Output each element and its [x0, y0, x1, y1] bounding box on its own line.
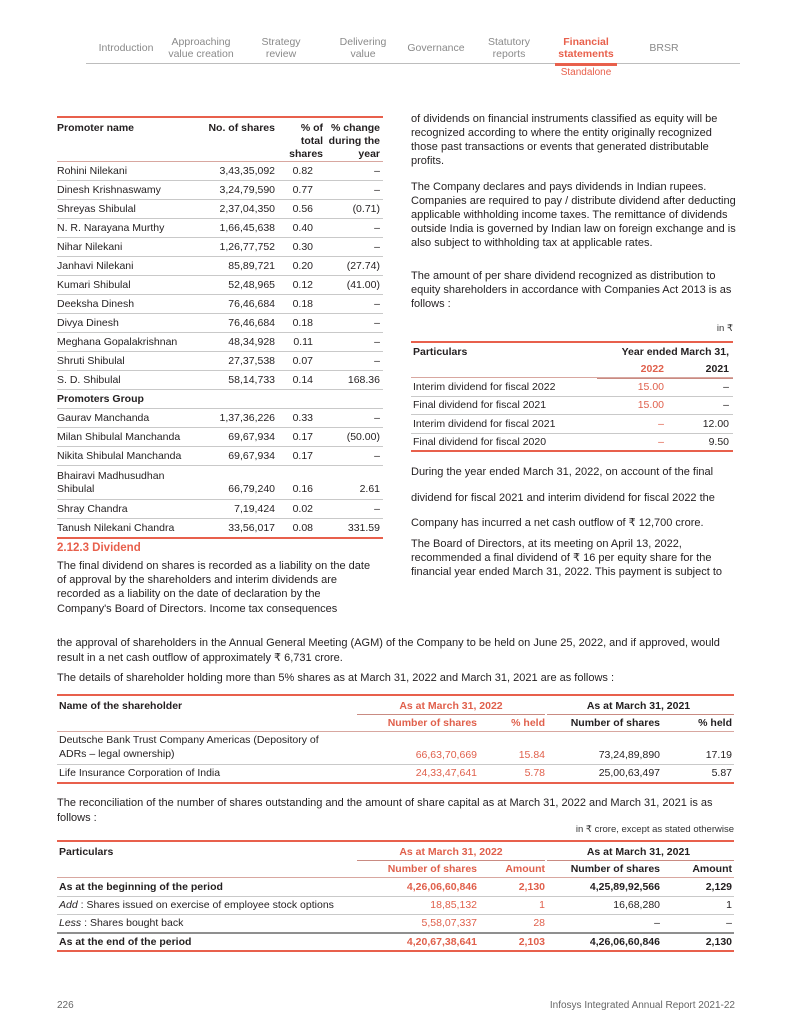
table-row: Life Insurance Corporation of India 24,33,47,641 5.78 25,00,63,497 5.87	[57, 765, 734, 784]
table-row: Tanush Nilekani Chandra 33,56,017 0.08 331.59	[57, 519, 383, 539]
table-row: Gaurav Manchanda 1,37,36,226 0.33 –	[57, 409, 383, 428]
table-row-opening-balance: As at the beginning of the period 4,26,06,60,846 2,130 4,25,89,92,566 2,129	[57, 878, 734, 897]
nav-item-brsr[interactable]: BRSR	[649, 42, 679, 54]
nav-item-financial-statements[interactable]: Financial statements	[558, 36, 614, 60]
table-row: Rohini Nilekani 3,43,35,092 0.82 –	[57, 162, 383, 181]
promoter-shareholding-table	[57, 116, 383, 539]
major-shareholders-table	[57, 694, 734, 784]
section-heading-dividend: 2.12.3 Dividend	[57, 542, 141, 554]
table-row: Milan Shibulal Manchanda 69,67,934 0.17 (50.00)	[57, 428, 383, 447]
nav-item-introduction[interactable]: Introduction	[98, 42, 154, 54]
table-row: Nikita Shibulal Manchanda 69,67,934 0.17 –	[57, 447, 383, 466]
table-header-row	[57, 118, 383, 162]
nav-item-strategy-review[interactable]: Strategy review	[261, 36, 301, 60]
table-row: Janhavi Nilekani 85,89,721 0.20 (27.74)	[57, 257, 383, 276]
per-share-dividend-table	[411, 341, 733, 452]
table-row-shares-bought-back: Less : Shares bought back 5,58,07,337 28 – –	[57, 915, 734, 934]
reconciliation-intro: The reconciliation of the number of shares outstanding and the amount of share capital as at March 31, 2022 and March 31, 2021 is as follows :	[57, 797, 713, 824]
table-row: Meghana Gopalakrishnan 48,34,928 0.11 –	[57, 333, 383, 352]
agm-paragraph: the approval of shareholders in the Annual General Meeting (AGM) of the Company to be held on June 25, 2022, and if approved, would result in a net cash outflow of approximately ₹ 6,731 crore.	[57, 637, 720, 664]
dividend-paragraph-left: The final dividend on shares is recorded as a liability on the date of approval by the shareholders and interim dividends are recorded as a liability on the date of declaration by the Company's Board of Directors. Income tax consequences	[57, 560, 371, 615]
table-row: Final dividend for fiscal 2021 15.00 –	[411, 397, 733, 416]
table-row: Divya Dinesh 76,46,684 0.18 –	[57, 314, 383, 333]
nav-item-delivering-value[interactable]: Delivering value	[339, 36, 387, 60]
table-header-row: Particulars Year ended March 31,	[413, 346, 729, 358]
dividend-paragraph-5: The Board of Directors, at its meeting on April 13, 2022, recommended a final dividend of ₹ 16 per equity share for the financial year ended March 31, 2022. This payment is subject to	[411, 538, 723, 578]
header-no-of-shares: No. of shares	[208, 122, 275, 134]
table-row: Nihar Nilekani 1,26,77,752 0.30 –	[57, 238, 383, 257]
dividend-paragraph-2: The Company declares and pays dividends in Indian rupees. Companies are required to pay / distribute dividend after deducting applicable withholding income taxes. The remittance of dividends outside India is governed by Indian law on foreign exchange and is also subject to withholding tax at applicable rates.	[411, 181, 736, 249]
nav-subsection-standalone[interactable]: Standalone	[560, 67, 612, 78]
section-nav	[0, 0, 800, 80]
dividend-table-unit: in ₹	[716, 323, 733, 334]
active-tab-indicator	[555, 63, 617, 66]
group-header-rule	[597, 378, 733, 379]
group-heading-row: Promoters Group	[57, 390, 383, 409]
table-row-closing-balance: As at the end of the period 4,20,67,38,641 2,103 4,26,06,60,846 2,130	[57, 934, 734, 953]
report-title: Infosys Integrated Annual Report 2021-22	[549, 1000, 735, 1011]
table-header-row: Name of the shareholder As at March 31, 2022 As at March 31, 2021	[59, 699, 691, 712]
table-row: Kumari Shibulal 52,48,965 0.12 (41.00)	[57, 276, 383, 295]
table-subheader-row: Number of shares Amount Number of shares Amount	[57, 861, 734, 878]
nav-item-statutory-reports[interactable]: Statutory reports	[487, 36, 531, 60]
table-row: Bhairavi Madhusudhan Shibulal 66,79,240 0.16 2.61	[57, 466, 383, 500]
shareholder-details-intro: The details of shareholder holding more than 5% shares as at March 31, 2022 and March 31, 2021 are as follows :	[57, 672, 615, 684]
share-reconciliation-table	[57, 840, 734, 952]
nav-item-governance[interactable]: Governance	[407, 42, 465, 54]
table-header-row: Particulars As at March 31, 2022 As at March 31, 2021	[59, 845, 691, 858]
table-row: Shruti Shibulal 27,37,538 0.07 –	[57, 352, 383, 371]
table-row: Interim dividend for fiscal 2022 15.00 –	[411, 378, 733, 397]
table-row: Dinesh Krishnaswamy 3,24,79,590 0.77 –	[57, 181, 383, 200]
table-row: Interim dividend for fiscal 2021 – 12.00	[411, 415, 733, 434]
table-row-shares-issued: Add : Shares issued on exercise of employee stock options 18,85,132 1 16,68,280 1	[57, 897, 734, 916]
reconciliation-table-unit: in ₹ crore, except as stated otherwise	[575, 824, 734, 835]
page-number: 226	[57, 1000, 74, 1011]
table-row: Shray Chandra 7,19,424 0.02 –	[57, 500, 383, 519]
table-subheader-row: 2022 2021	[411, 361, 733, 378]
table-row: Final dividend for fiscal 2020 – 9.50	[411, 434, 733, 453]
dividend-paragraph-1: of dividends on financial instruments classified as equity will be recognized according to where the entity originally recognized those past transactions or events that generated distributable profits.	[411, 113, 718, 167]
dividend-paragraph-3: The amount of per share dividend recognized as distribution to equity shareholders in accordance with Companies Act 2013 is as follows :	[411, 270, 732, 310]
table-row: Deeksha Dinesh 76,46,684 0.18 –	[57, 295, 383, 314]
table-row: N. R. Narayana Murthy 1,66,45,638 0.40 –	[57, 219, 383, 238]
header-pct-total: % of total shares	[289, 122, 323, 160]
nav-item-approaching-value-creation[interactable]: Approaching value creation	[168, 36, 234, 60]
table-subheader-row: Number of shares % held Number of shares % held	[57, 715, 734, 732]
header-pct-change: % change during the year	[328, 122, 380, 160]
header-promoter-name: Promoter name	[57, 122, 135, 134]
table-row: S. D. Shibulal 58,14,733 0.14 168.36	[57, 371, 383, 390]
nav-divider	[86, 63, 740, 64]
table-row: Shreyas Shibulal 2,37,04,350 0.56 (0.71)	[57, 200, 383, 219]
dividend-paragraph-4: During the year ended March 31, 2022, on account of the final dividend for fiscal 2021 and interim dividend for fiscal 2022 the Company has incurred a net cash outflow of ₹ 12,700 crore.	[411, 466, 715, 529]
table-row: Deutsche Bank Trust Company Americas (Depository of ADRs – legal ownership) 66,63,70,669 15.84 73,24,89,890 17.19	[57, 732, 734, 765]
